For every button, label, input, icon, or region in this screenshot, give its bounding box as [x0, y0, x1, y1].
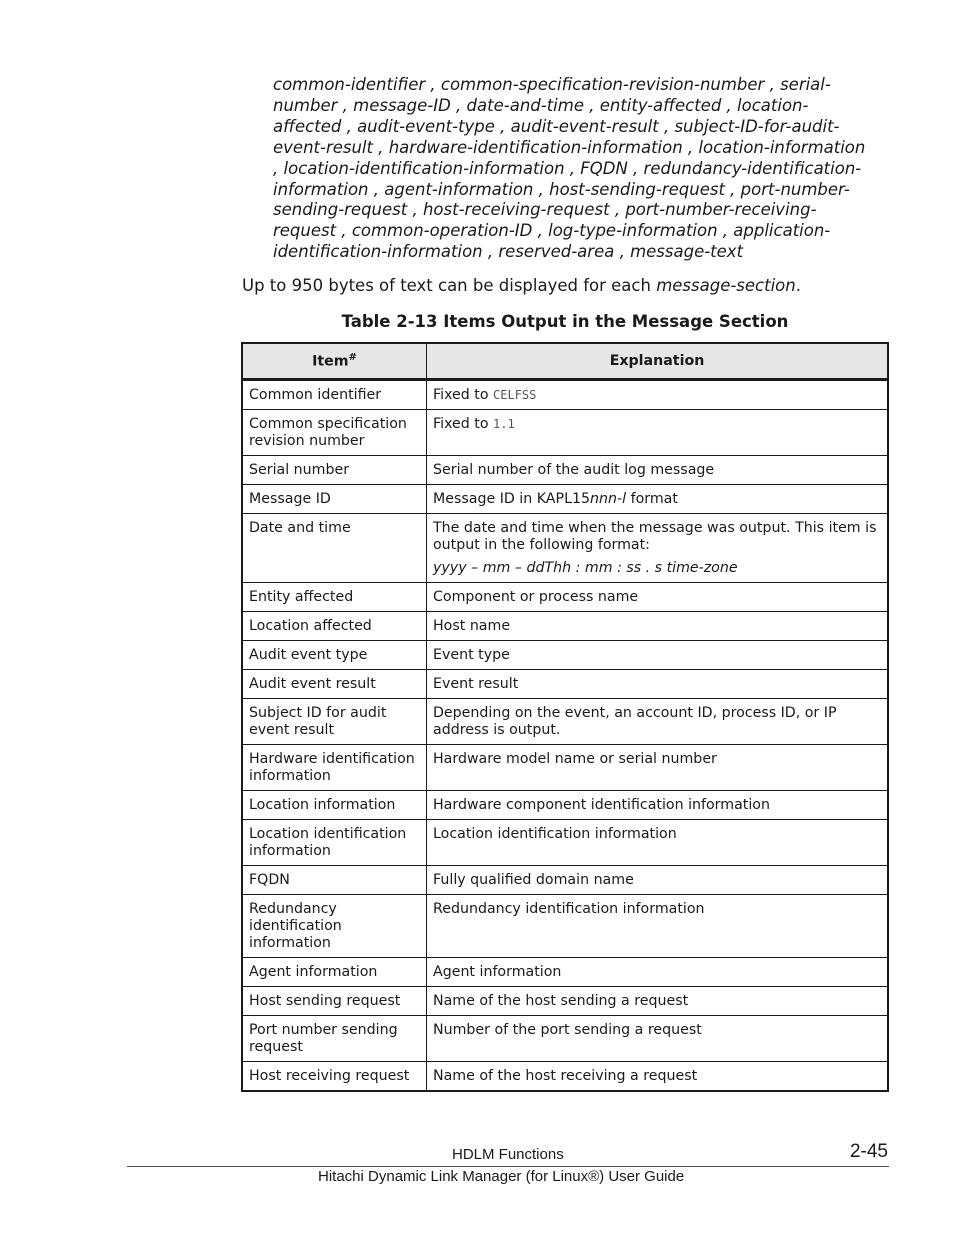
table-row — [242, 485, 888, 514]
footer-section-title: HDLM Functions — [452, 1146, 564, 1163]
item-cell: FQDN — [242, 866, 427, 895]
message-section-field-list: common-identifier , common-specification-revision-number , serial-number , message-ID , date-and-time , entity-affected , location-affected , audit-event-type , audit-event-result , subject-ID-for-audit-event-result , hardware-identification-information , location-information , location-identification-information , FQDN , redundancy-identification-information , agent-information , host-sending-request , port-number-sending-request , host-receiving-request , port-number-receiving-request , common-operation-ID , log-type-information , application-identification-information , reserved-area , message-text — [273, 75, 866, 262]
explanation-cell — [427, 485, 889, 514]
item-cell: Audit event type — [242, 641, 427, 670]
explanation-code: CELFSS — [493, 388, 537, 402]
explanation-cell — [427, 958, 889, 987]
page-number: 2-45 — [849, 1141, 888, 1162]
explanation-cell — [427, 514, 889, 583]
explanation-code: 1.1 — [493, 417, 515, 431]
header-item-footnote-mark: # — [348, 352, 357, 364]
explanation-em: nnn-l — [590, 491, 627, 507]
table-header-row — [242, 343, 888, 380]
explanation-pre: Location identification information — [433, 826, 677, 842]
table-caption: Table 2-13 Items Output in the Message Section — [341, 312, 789, 331]
table-row — [242, 612, 888, 641]
explanation-cell — [427, 456, 889, 485]
size-note — [242, 276, 801, 295]
explanation-pre: Fixed to — [433, 416, 494, 432]
explanation-cell — [427, 791, 889, 820]
explanation-pre: Serial number of the audit log message — [433, 462, 715, 478]
explanation-cell — [427, 612, 889, 641]
item-cell: Location information — [242, 791, 427, 820]
table-row — [242, 456, 888, 485]
explanation-post: format — [626, 491, 678, 507]
item-cell: Host receiving request — [242, 1062, 427, 1092]
explanation-pre: Number of the port sending a request — [433, 1022, 702, 1038]
header-explanation: Explanation — [427, 343, 889, 380]
header-item-label: Item — [312, 353, 349, 370]
explanation-pre: The date and time when the message was output. This item is output in the following format: — [433, 520, 877, 553]
explanation-cell — [427, 583, 889, 612]
table-row — [242, 1016, 888, 1062]
explanation-cell — [427, 987, 889, 1016]
explanation-pre: Fully qualified domain name — [433, 872, 634, 888]
explanation-pre: Name of the host sending a request — [433, 993, 689, 1009]
footer-guide-title: Hitachi Dynamic Link Manager (for Linux®) User Guide — [318, 1168, 685, 1185]
explanation-cell — [427, 866, 889, 895]
explanation-pre: Message ID in KAPL15 — [433, 491, 591, 507]
explanation-cell — [427, 1062, 889, 1092]
table-row — [242, 745, 888, 791]
explanation-pre: Event result — [433, 676, 519, 692]
item-cell: Common identifier — [242, 380, 427, 410]
item-cell: Serial number — [242, 456, 427, 485]
explanation-cell — [427, 641, 889, 670]
header-item — [242, 343, 427, 380]
item-cell: Location identification information — [242, 820, 427, 866]
item-cell: Redundancy identification information — [242, 895, 427, 958]
table-row — [242, 958, 888, 987]
explanation-cell — [427, 380, 889, 410]
item-cell: Date and time — [242, 514, 427, 583]
item-cell: Port number sending request — [242, 1016, 427, 1062]
explanation-pre: Fixed to — [433, 387, 494, 403]
explanation-pre: Redundancy identification information — [433, 901, 705, 917]
table-row — [242, 791, 888, 820]
footer-divider — [127, 1166, 889, 1167]
explanation-cell — [427, 820, 889, 866]
table-row — [242, 987, 888, 1016]
table-row — [242, 410, 888, 456]
item-cell: Audit event result — [242, 670, 427, 699]
explanation-pre: Agent information — [433, 964, 562, 980]
explanation-cell — [427, 745, 889, 791]
explanation-pre: Name of the host receiving a request — [433, 1068, 698, 1084]
table-row — [242, 820, 888, 866]
explanation-cell — [427, 410, 889, 456]
explanation-cell — [427, 1016, 889, 1062]
item-cell: Hardware identification information — [242, 745, 427, 791]
table-row — [242, 866, 888, 895]
explanation-pre: Depending on the event, an account ID, process ID, or IP address is output. — [433, 705, 837, 738]
item-cell: Location affected — [242, 612, 427, 641]
item-cell: Message ID — [242, 485, 427, 514]
item-cell: Agent information — [242, 958, 427, 987]
table-row — [242, 641, 888, 670]
table-row — [242, 699, 888, 745]
table-row — [242, 514, 888, 583]
size-note-suffix: . — [795, 276, 801, 295]
item-cell: Subject ID for audit event result — [242, 699, 427, 745]
table-row — [242, 583, 888, 612]
explanation-pre: Hardware component identification information — [433, 797, 770, 813]
explanation-pre: Event type — [433, 647, 510, 663]
explanation-pre: Hardware model name or serial number — [433, 751, 717, 767]
item-cell: Host sending request — [242, 987, 427, 1016]
message-section-table — [241, 342, 889, 1092]
table-row — [242, 380, 888, 410]
table-row — [242, 895, 888, 958]
table-row — [242, 1062, 888, 1092]
date-format: yyyy – mm – ddThh : mm : ss . s time-zone — [433, 560, 738, 576]
explanation-cell — [427, 670, 889, 699]
size-note-term: message-section — [656, 276, 796, 295]
explanation-cell — [427, 699, 889, 745]
item-cell: Common specification revision number — [242, 410, 427, 456]
explanation-pre: Host name — [433, 618, 511, 634]
explanation-pre: Component or process name — [433, 589, 639, 605]
size-note-prefix: Up to 950 bytes of text can be displayed for each — [242, 276, 657, 295]
explanation-cell — [427, 895, 889, 958]
table-row — [242, 670, 888, 699]
item-cell: Entity affected — [242, 583, 427, 612]
